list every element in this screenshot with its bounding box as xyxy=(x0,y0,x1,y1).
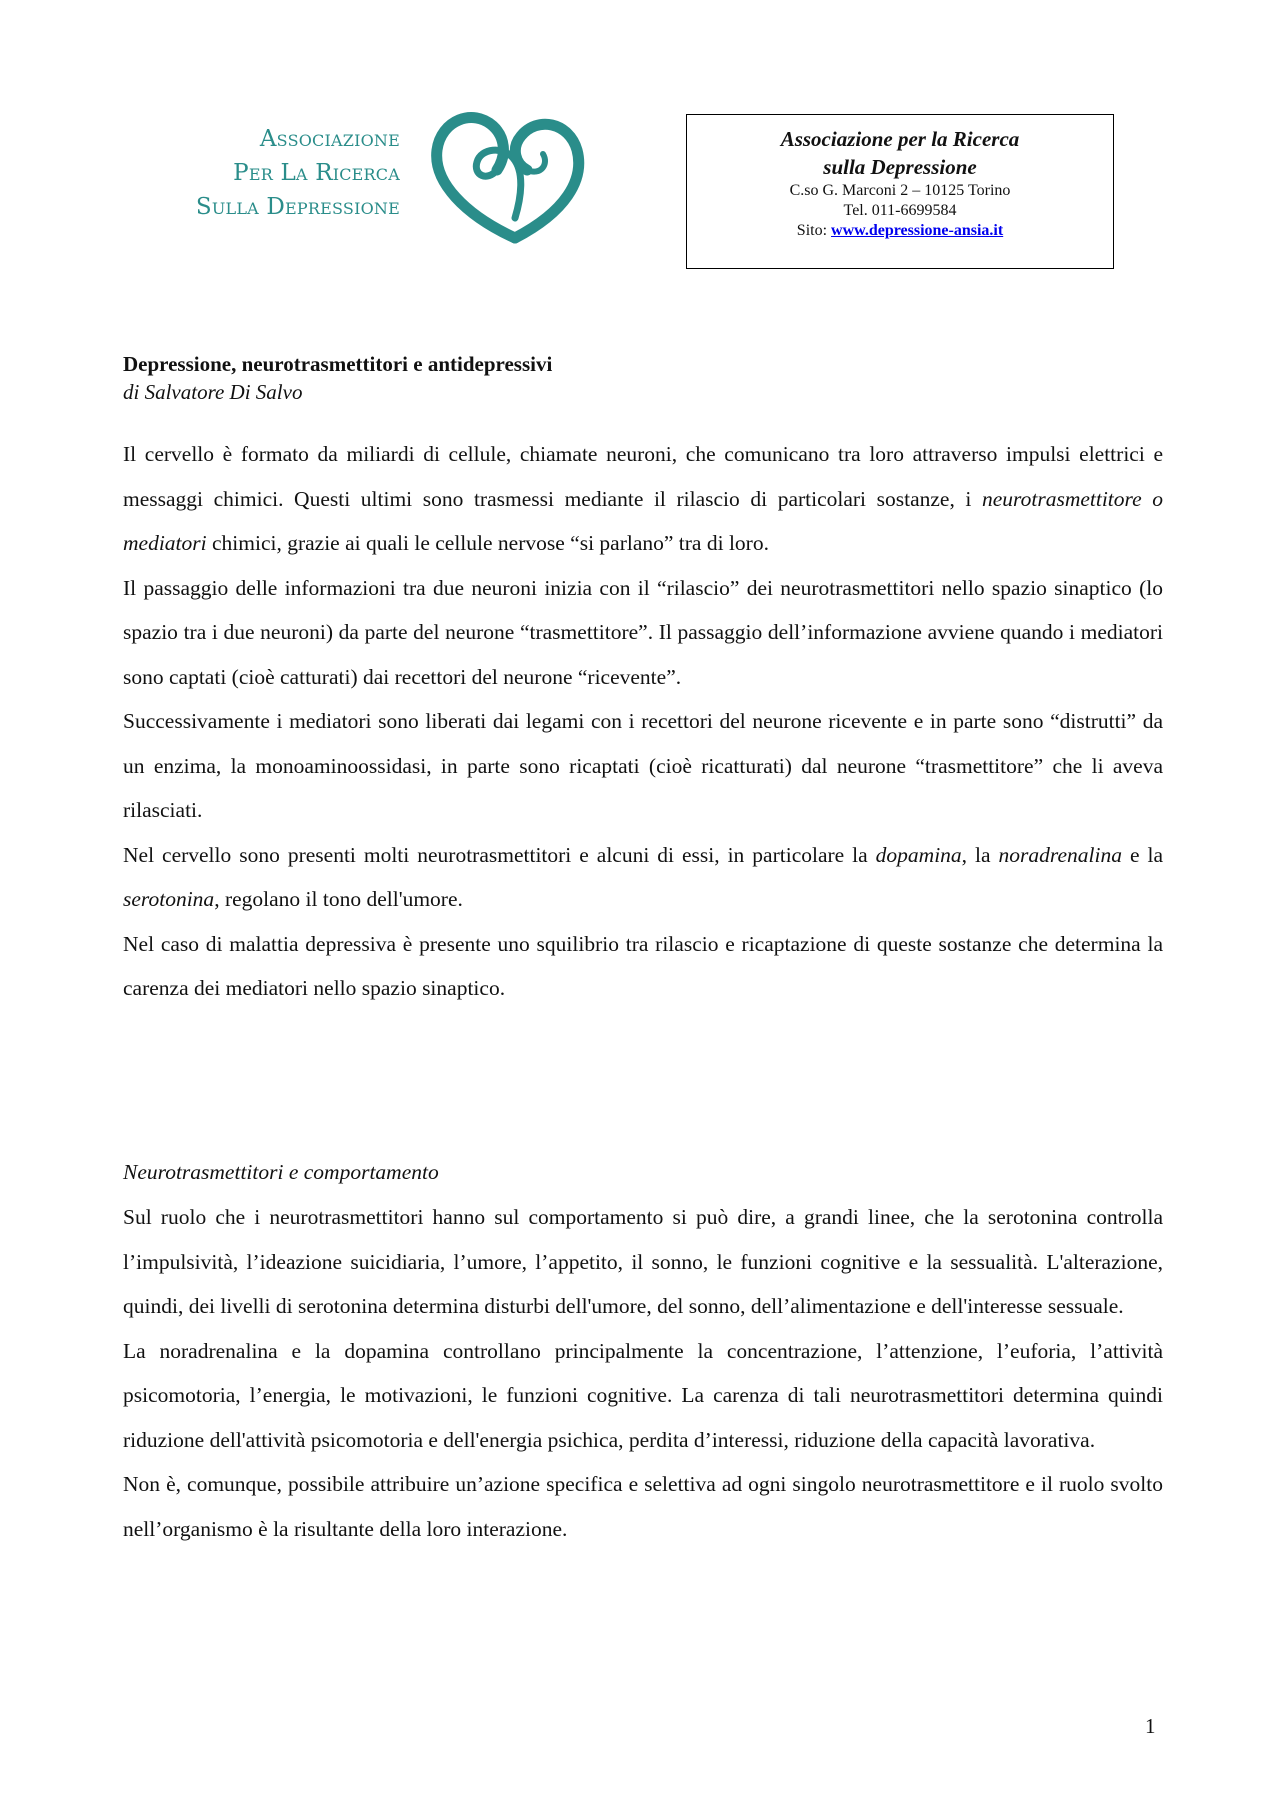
page-number: 1 xyxy=(1145,1714,1156,1738)
heart-logo-icon xyxy=(425,100,590,250)
logo-line-1: Associazione xyxy=(259,126,400,152)
document-author: di Salvatore Di Salvo xyxy=(123,380,303,404)
logo-line-3: Sulla Depressione xyxy=(195,194,400,220)
site-label: Sito: xyxy=(796,222,832,239)
emphasis-term: serotonina xyxy=(123,887,215,911)
contact-box-address: C.so G. Marconi 2 – 10125 Torino xyxy=(789,182,1011,199)
emphasis-term: noradrenalina xyxy=(998,842,1122,867)
logo-line-2: Per La Ricerca xyxy=(233,160,400,186)
paragraph: Successivamente i mediatori sono liberati dai legami con i recettori del neurone ricevente e in parte sono “distrutti” da un enzima, la monoaminoossidasi, in parte sono ricaptati (cioè ricatturati) dal neurone “trasmettitore” che li aveva rilasciati. xyxy=(123,709,1163,822)
paragraph: Sul ruolo che i neurotrasmettitori hanno sul comportamento si può dire, a grandi linee, che la serotonina controlla l’impulsività, l’ideazione suicidiaria, l’umore, l’appetito, il sonno, le funzioni cognitive e la sessualità. L'alterazione, quindi, dei livelli di serotonina determina disturbi dell'umore, del sonno, dell’alimentazione e dell'interesse sessuale. xyxy=(123,1205,1163,1318)
site-link[interactable]: www.depressione-ansia.it xyxy=(831,222,1004,239)
paragraph: Non è, comunque, possibile attribuire un’azione specifica e selettiva ad ogni singolo neurotrasmettitore e il ruolo svolto nell’organismo è la risultante della loro interazione. xyxy=(123,1472,1163,1541)
paragraph: Il cervello è formato da miliardi di cellule, chiamate neuroni, che comunicano tra loro attraverso impulsi elettrici e messaggi chimici. Questi ultimi sono trasmessi mediante il rilascio di particolari sostanze, i neurotrasmettitore o mediatori chimici, grazie ai quali le cellule nervose “si parlano” tra di loro. xyxy=(123,442,1163,555)
paragraph: Il passaggio delle informazioni tra due neuroni inizia con il “rilascio” dei neurotrasmettitori nello spazio sinaptico (lo spazio tra i due neuroni) da parte del neurone “trasmettitore”. Il passaggio dell’informazione avviene quando i mediatori sono captati (cioè catturati) dai recettori del neurone “ricevente”. xyxy=(123,575,1163,689)
section-heading: Neurotrasmettitori e comportamento xyxy=(123,1160,439,1184)
contact-box-name-line-2: sulla Depressione xyxy=(823,155,977,179)
logo-wordmark xyxy=(170,122,400,224)
intro-section xyxy=(123,432,1163,1011)
emphasis-term: neurotrasmettitore o mediatori xyxy=(123,486,1163,555)
paragraph: Nel caso di malattia depressiva è presente uno squilibrio tra rilascio e ricaptazione di queste sostanze che determina la carenza dei mediatori nello spazio sinaptico. xyxy=(123,931,1163,1000)
association-contact-box xyxy=(686,114,1114,269)
emphasis-term: dopamina xyxy=(875,842,962,867)
paragraph: Nel cervello sono presenti molti neurotrasmettitori e alcuni di essi, in particolare la dopamina, la noradrenalina e la serotonina, regolano il tono dell'umore. xyxy=(123,842,1163,911)
contact-box-phone: Tel. 011-6699584 xyxy=(843,202,957,219)
paragraph: La noradrenalina e la dopamina controllano principalmente la concentrazione, l’attenzione, l’euforia, l’attività psicomotoria, l’energia, le motivazioni, le funzioni cognitive. La carenza di tali neurotrasmettitori determina quindi riduzione dell'attività psicomotoria e dell'energia psichica, perdita d’interessi, riduzione della capacità lavorativa. xyxy=(123,1338,1163,1452)
association-logo xyxy=(170,100,600,250)
contact-box-site xyxy=(687,221,1113,241)
document-title: Depressione, neurotrasmettitori e antidepressivi xyxy=(123,352,553,376)
behavior-section xyxy=(123,1195,1163,1551)
contact-box-name-line-1: Associazione per la Ricerca xyxy=(780,127,1020,151)
